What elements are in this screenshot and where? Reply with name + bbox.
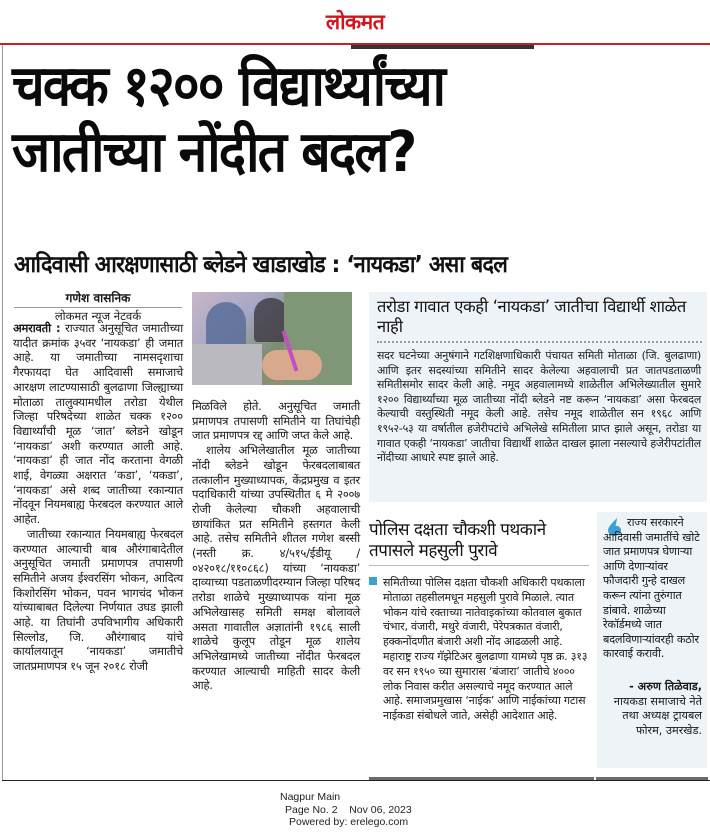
- quote-text: राज्य सरकारने आदिवासी जमातींचे खोटे जात प्रमाणपत्र घेणाऱ्या आणि देणाऱ्यांवर फौजदारी गुन्हे दाखल करून त्यांना तुरुंगात डांबावे. शाळेच्या रेकॉर्डमध्ये जात बदलविणाऱ्यांवरही कठोर कारवाई करावी.: [603, 516, 700, 661]
- footer-date: Nov 06, 2023: [349, 803, 412, 816]
- footer-powered-by: Powered by: erelego.com: [289, 816, 409, 828]
- article-paragraph: [13, 321, 183, 527]
- sidebar-box-body: सदर घटनेच्या अनुषंगाने गटशिक्षणाधिकारी पंचायत समिती मोताळा (जि. बुलढाणा) आणि इतर सदस्यांच्या समितीने सादर केलेल्या अहवालाची प्रत जातपडताळणी समितीसमोर सादर केली आहे. नमूद अहवालामध्ये शाळेतील अभिलेख्यातील सुमारे १२०० विद्यार्थ्यांच्या मूळ जातीच्या नोंदी ब्लेडने नष्ट करून ‘नायकडा’ असा फेरबदल केल्याची वस्तुस्थिती नमूद केली आहे. तसेच नमूद शाळेतील सन १९६८ आणि १९५२-५३ या वर्षातील हजेरीपटांचे अभिलेखे समितीला प्राप्त झाले असून, तरोडा या गावात एकही ‘नायकडा’ जातीचा विद्यार्थी शाळेत दाखल झाला नसल्याचे हजेरीपटांतील नोंदीच्या आधारे स्पष्ट झाले आहे.: [377, 349, 701, 465]
- police-section-title: पोलिस दक्षता चौकशी पथकाने तपासले महसुली पुरावे: [369, 520, 589, 566]
- sidebar-box-taroda: [369, 292, 707, 502]
- subheadline: आदिवासी आरक्षणासाठी ब्लेडने खाडाखोड : ‘नायकडा’ असा बदल: [14, 252, 508, 278]
- byline-network: लोकमत न्यूज नेटवर्क: [54, 309, 142, 323]
- article-bottom-rule: [2, 780, 710, 781]
- lokmat-logo: लोकमत: [325, 10, 385, 34]
- police-section-text: समितीच्या पोलिस दक्षता चौकशी अधिकारी पथकाला मोताळा तहसीलमधून महसुली पुरावे मिळाले. त्यात भोकन यांचे रक्ताच्या नातेवाइकांच्या कोतवाल बुकात चंभार, वंजारी, मथुरे वंजारी, पेरेपत्रकात वंजारी, हक्कनोंदणीत बंजारी अशी नोंद आढळली आहे. महाराष्ट्र राज्य गॅझेटिअर बुलढाणा यामध्ये पृष्ठ क्र. ३१३ वर सन १९५० च्या सुमारास ‘बंजारा’ जातीचे ४००० लोक निवास करीत असल्याचे नमूद करण्यात आले आहे. समाजप्रमुखास ‘नाईक’ आणि नाईकांच्या गटास नाईकडा संबोधले जाते, असेही आदेशात आहे.: [383, 576, 588, 723]
- page-footer: [277, 791, 437, 829]
- quote-author-role: नायकडा समाजाचे नेते तथा अध्यक्ष ट्रायबल फोरम, उमरखेड.: [613, 694, 702, 737]
- article-paragraph: शालेय अभिलेखातील मूळ जातीच्या नोंदी ब्लेडने खोडून फेरबदलाबाबत तत्कालीन मुख्याध्यापक, केंद्रप्रमुख व इतर पदाधिकारी यांच्या उपस्थितीत ६ मे २००७ रोजी केलेल्या चौकशी अहवालाची छायांकित प्रत समितीने हस्तगत केली आहे. तसेच समितीने शीतल गणेश बस्सी (नस्ती क्र. ४/५१५/ईडीयू /०४२०१८/११०८६८) यांच्या ‘नायकडा’ दाव्याच्या पडताळणीदरम्यान जिल्हा परिषद तरोडा शाळेचे मुख्याध्यापक यांना मूळ अभिलेखासह समिती समक्ष बोलावले असता गावातील अज्ञातांनी १९८६ साली शाळेचे कुलूप तोडून मूळ शालेय अभिलेखामध्ये जातीच्या नोंदीत फेरबदल करण्यात आल्याची माहिती सादर केली आहे.: [192, 443, 360, 693]
- bullet-square-icon: [369, 577, 377, 585]
- masthead-accent-bar: [351, 45, 534, 49]
- paragraph-text: राज्यात अनुसूचित जमातीच्या यादीत क्रमांक ३५वर ‘नायकडा’ ही जमात आहे. या जमातीच्या नामसदृशाचा गैरफायदा घेत आदिवासी समाजाचे आरक्षण लाटण्यासाठी बुलढाणा जिल्ह्याच्या मोताळा तालुक्यामधील तरोडा येथील जिल्हा परिषदेच्या शाळेत चक्क १२०० विद्यार्थ्यांची मूळ ‘जात’ ब्लेडने खोडून ‘नायकडा’ अशी करण्यात आली आहे. ‘नायकडा’ ही जात नोंद करताना वेगळी शाई, वेगळ्या अक्षरात ‘कडा’, ‘यकडा’, ‘नायकडा’ असे शब्द जातीच्या रकान्यात नोंदवून नियमबाह्य फेरबदल करण्यात आले आहेत.: [13, 321, 184, 527]
- dateline: अमरावती :: [13, 321, 61, 335]
- quote-author: - अरुण तिळेवाड,: [629, 680, 702, 693]
- footer-edition: Nagpur Main: [280, 791, 341, 803]
- quote-box: [597, 512, 707, 768]
- police-section-body: [369, 576, 589, 724]
- headline-line-1: चक्क १२०० विद्यार्थ्यांच्या: [12, 54, 445, 119]
- article-column-1: [13, 321, 183, 674]
- headline-line-2: जातीच्या नोंदीत बदल?: [12, 120, 416, 185]
- quote-attribution: [601, 680, 702, 738]
- article-column-2: [192, 399, 360, 693]
- footer-page-number: Page No. 2: [285, 803, 338, 816]
- masthead: [0, 0, 710, 46]
- article-left-border: [2, 45, 3, 780]
- byline-author: गणेश वासनिक: [14, 290, 182, 308]
- headline: [12, 54, 647, 186]
- article-photo: [192, 292, 352, 385]
- article-paragraph: मिळविले होते. अनुसूचित जमाती प्रमाणपत्र तपासणी समितीने या तिघांचेही जात प्रमाणपत्र रद्द आणि जप्त केले आहे.: [192, 399, 360, 443]
- byline: [14, 290, 182, 324]
- sidebar-box-title: तरोडा गावात एकही ‘नायकडा’ जातीचा विद्यार्थी शाळेत नाही: [377, 297, 702, 343]
- article-paragraph: जातीच्या रकान्यात नियमबाह्य फेरबदल करण्यात आल्याची बाब औरंगाबादेतील अनुसूचित जमाती प्रमाणपत्र तपासणी समितीने अजय ईश्वरसिंग भोकन, आदित्य किशोरसिंग भोकन, पवन भागचंद भोकन यांच्याबाबत दिलेल्या निर्णयात उघड झाली आहे. या तिघांनी उपविभागीय अधिकारी सिल्लोड, जि. औरंगाबाद यांचे कार्यालयातून ‘नायकडा’ जमातीचे जातप्रमाणपत्र १५ जून २०१८ रोजी: [13, 526, 183, 674]
